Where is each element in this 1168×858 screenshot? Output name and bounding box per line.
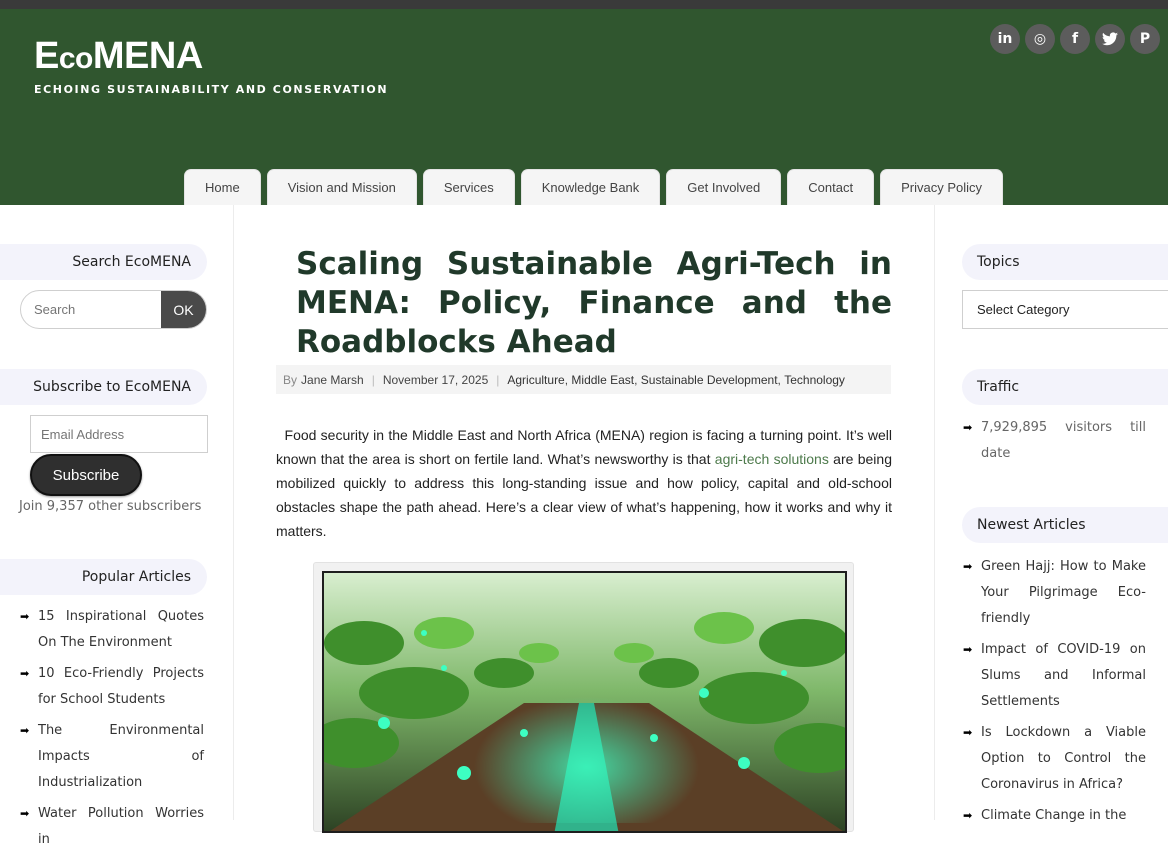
site-logo[interactable]: EcoMENA — [34, 35, 203, 77]
list-item[interactable]: ➡ Climate Change in the — [963, 803, 1146, 829]
search-input[interactable] — [21, 291, 161, 328]
category-link[interactable]: Middle East — [571, 372, 635, 387]
linkedin-icon[interactable]: in — [990, 24, 1020, 54]
author-link[interactable]: Jane Marsh — [301, 372, 364, 387]
nav-get-involved[interactable]: Get Involved — [666, 169, 781, 205]
category-link[interactable]: Technology — [784, 372, 845, 387]
category-select[interactable]: Select Category — [962, 290, 1168, 329]
nav-services[interactable]: Services — [423, 169, 515, 205]
article-date[interactable]: November 17, 2025 — [382, 372, 489, 387]
site-tagline: ECHOING SUSTAINABILITY AND CONSERVATION — [34, 83, 389, 96]
search-ok-button[interactable]: OK — [161, 291, 206, 328]
nav-vision-and-mission[interactable]: Vision and Mission — [267, 169, 417, 205]
top-strip — [0, 0, 1168, 9]
subscribe-button[interactable]: Subscribe — [30, 454, 142, 496]
arrow-right-icon: ➡ — [963, 560, 973, 573]
arrow-right-icon: ➡ — [963, 726, 973, 739]
meta-by-label: By — [283, 372, 298, 387]
left-sidebar — [0, 205, 234, 847]
list-item[interactable]: ➡ Water Pollution Worries in — [20, 801, 204, 853]
nav-home[interactable]: Home — [184, 169, 261, 205]
list-item[interactable]: ➡ 15 Inspirational Quotes On The Environment — [20, 604, 204, 656]
subscriber-count: Join 9,357 other subscribers — [19, 499, 202, 514]
category-link[interactable]: Sustainable Development — [640, 372, 778, 387]
meta-separator: | — [371, 372, 375, 387]
arrow-right-icon: ➡ — [20, 807, 30, 820]
list-item: ➡ 7,929,895 visitors till date — [963, 415, 1146, 467]
category-link[interactable]: Agriculture — [507, 372, 565, 387]
newest-articles-list — [963, 554, 1146, 834]
arrow-right-icon: ➡ — [20, 724, 30, 737]
agri-tech-link[interactable]: agri-tech solutions — [714, 451, 829, 467]
article — [234, 205, 934, 820]
nav-knowledge-bank[interactable]: Knowledge Bank — [521, 169, 661, 205]
topics-widget-title: Topics — [962, 244, 1168, 280]
nav-privacy-policy[interactable]: Privacy Policy — [880, 169, 1003, 205]
right-sidebar — [934, 205, 1168, 823]
arrow-right-icon: ➡ — [20, 667, 30, 680]
facebook-icon[interactable]: f — [1060, 24, 1090, 54]
newest-articles-title: Newest Articles — [962, 507, 1168, 543]
popular-articles-title: Popular Articles — [0, 559, 207, 595]
email-field[interactable] — [30, 415, 208, 453]
arrow-right-icon: ➡ — [20, 610, 30, 623]
arrow-right-icon: ➡ — [963, 643, 973, 656]
article-meta: By Jane Marsh | November 17, 2025 | Agriculture , Middle East , Sustainable Development , Technology — [276, 365, 891, 394]
list-item[interactable]: ➡ Green Hajj: How to Make Your Pilgrimage Eco-friendly — [963, 554, 1146, 632]
list-item[interactable]: ➡ The Environmental Impacts of Industrialization — [20, 718, 204, 796]
search-form — [20, 290, 207, 329]
article-title: Scaling Sustainable Agri-Tech in MENA: Policy, Finance and the Roadblocks Ahead — [296, 246, 892, 360]
main-nav — [184, 169, 1003, 205]
search-widget-title: Search EcoMENA — [0, 244, 207, 280]
instagram-icon[interactable]: ◎ — [1025, 24, 1055, 54]
arrow-right-icon: ➡ — [963, 421, 973, 434]
featured-image — [322, 571, 847, 833]
article-figure — [313, 562, 854, 832]
article-intro: Food security in the Middle East and North Africa (MENA) region is facing a turning point. It’s well known that the area is short on fertile land. What’s newsworthy is that agri-tech solutions are being mobilized quickly to address this long-standing issue and how policy, capital and old-school obstacles shape the path ahead. Here’s a clear view of what’s happening, how it works and why it matters. — [276, 427, 892, 539]
list-item[interactable]: ➡ 10 Eco-Friendly Projects for School Students — [20, 661, 204, 713]
nav-contact[interactable]: Contact — [787, 169, 874, 205]
traffic-widget-title: Traffic — [962, 369, 1168, 405]
site-header — [0, 9, 1168, 205]
meta-separator: | — [496, 372, 500, 387]
social-links — [990, 24, 1160, 54]
pinterest-icon[interactable]: P — [1130, 24, 1160, 54]
traffic-list — [963, 415, 1146, 472]
twitter-icon[interactable] — [1095, 24, 1125, 54]
list-item[interactable]: ➡ Impact of COVID-19 on Slums and Informal Settlements — [963, 637, 1146, 715]
arrow-right-icon: ➡ — [963, 809, 973, 822]
subscribe-widget-title: Subscribe to EcoMENA — [0, 369, 207, 405]
list-item[interactable]: ➡ Is Lockdown a Viable Option to Control the Coronavirus in Africa? — [963, 720, 1146, 798]
